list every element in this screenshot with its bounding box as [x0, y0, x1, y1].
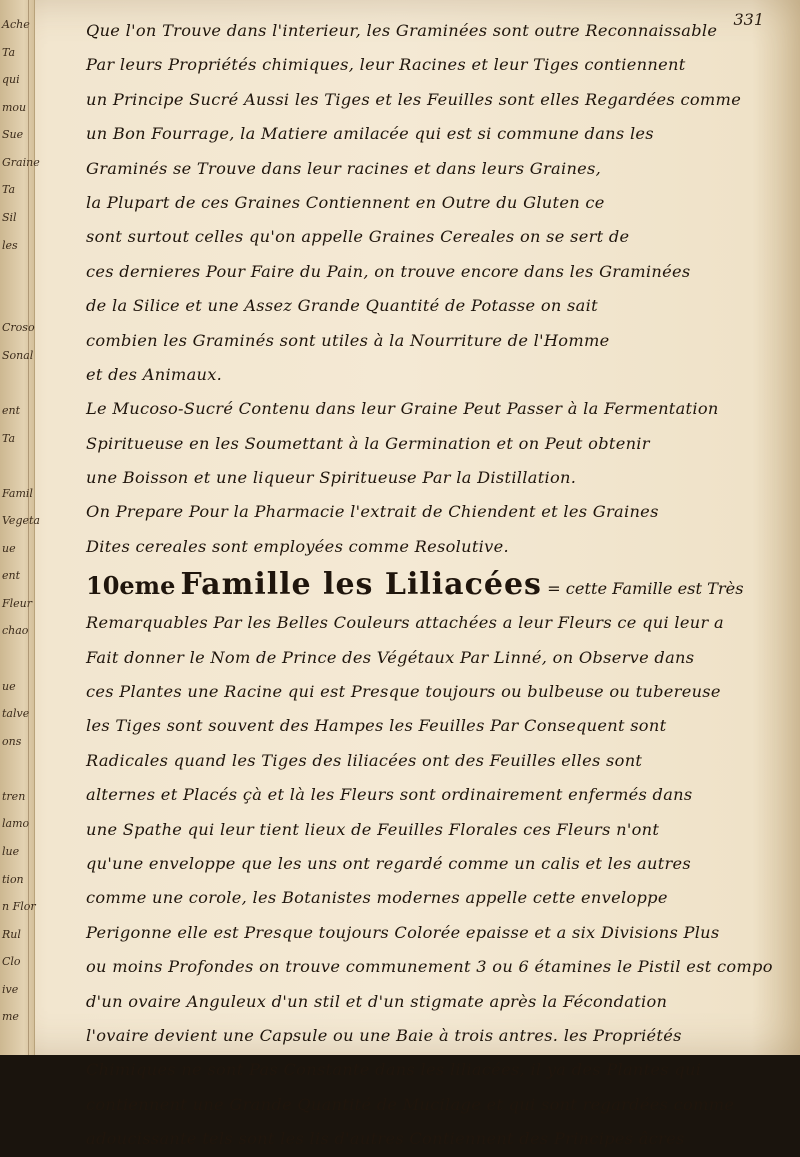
text-line: de la Silice et une Assez Grande Quantité de Potasse on sait	[86, 296, 598, 316]
margin-fragment: Sue	[2, 128, 24, 142]
margin-fragment: tren	[2, 789, 26, 803]
text-line: Dites cereales sont employées comme Resolutive.	[86, 536, 509, 556]
family-heading	[86, 564, 786, 606]
paragraph-mucoso	[86, 392, 786, 495]
margin-fragment: Famil	[2, 486, 33, 500]
text-line: Radicales quand les Tiges des liliacées ont des Feuilles elles sont	[86, 750, 643, 770]
margin-fragment: ive	[2, 982, 19, 996]
margin-fragment: tion	[2, 872, 24, 886]
text-line: les Tiges sont souvent des Hampes les Feuilles Par Consequent sont	[86, 716, 667, 736]
margin-fragment: ue	[2, 679, 16, 693]
margin-fragment: Clo	[2, 955, 21, 969]
text-line: Perigonne elle est Presque toujours Colorée epaisse et a six Divisions Plus	[86, 922, 720, 942]
margin-fragment: Croso	[2, 321, 35, 335]
text-line: une Boisson et une liqueur Spiritueuse Par la Distillation.	[86, 468, 577, 488]
margin-fragment: n Flor	[2, 900, 36, 914]
margin-fragment: chao	[2, 624, 29, 638]
text-line: d'un ovaire Anguleux d'un stil et d'un stigmate après la Fécondation	[86, 991, 668, 1011]
margin-fragment: Ache	[2, 18, 30, 31]
margin-fragment: me	[2, 1010, 19, 1024]
text-line: Spiritueuse en les Soumettant à la Germination et on Peut obtenir	[86, 433, 650, 453]
margin-rule	[28, 0, 29, 1055]
margin-fragment: Vegeta	[2, 514, 40, 528]
heading-title: Famille les Liliacées	[180, 567, 542, 603]
margin-fragment: Fleur	[2, 596, 33, 610]
text-line: ces Plantes une Racine qui est Presque toujours ou bulbeuse ou tubereuse	[86, 682, 721, 702]
text-line: Graminés se Trouve dans leur racines et dans leurs Graines,	[86, 158, 602, 178]
margin-fragment: Sonal	[2, 348, 34, 362]
text-line: l'ovaire devient une Capsule ou une Baie à trois antres. les Propriétés	[86, 1025, 682, 1045]
margin-fragment: Ta	[2, 431, 16, 445]
margin-fragment: Ta	[2, 45, 16, 59]
margin-fragment: qui	[2, 73, 20, 87]
text-line: sont surtout celles qu'on appelle Graines Cereales on se sert de	[86, 227, 630, 247]
margin-fragment: ons	[2, 734, 22, 748]
margin-fragment: ent	[2, 569, 21, 583]
text-line: la Plupart de ces Graines Contiennent en Outre du Gluten ce	[86, 192, 605, 212]
text-line: Remarquables Par les Belles Couleurs attachées a leur Fleurs ce qui leur a	[86, 613, 724, 633]
heading-number: 10eme	[86, 571, 176, 601]
text-line: Que l'on Trouve dans l'interieur, les Graminées sont outre Reconnaissable	[86, 21, 718, 40]
margin-fragment: Graine	[2, 155, 40, 169]
text-line: et des Animaux.	[86, 364, 223, 384]
text-line: un Bon Fourrage, la Matiere amilacée qui est si commune dans les	[86, 124, 654, 144]
margin-fragment: talve	[2, 707, 30, 721]
text-line: ces dernieres Pour Faire du Pain, on trouve encore dans les Graminées	[86, 261, 691, 281]
text-line: Par leurs Propriétés chimiques, leur Racines et leur Tiges contiennent	[86, 55, 686, 75]
paragraph-pharmacie	[86, 495, 786, 564]
text-line: alternes et Placés çà et là les Fleurs sont ordinairement enfermés dans	[86, 785, 693, 805]
text-line: comme une corole, les Botanistes modernes appelle cette enveloppe	[86, 888, 668, 908]
margin-fragment: ent	[2, 403, 21, 417]
margin-fragment: lamo	[2, 817, 30, 831]
text-line: ou moins Profondes on trouve communement 3 ou 6 étamines le Pistil est compo	[86, 957, 773, 977]
heading-continuation: = cette Famille est Très	[547, 579, 744, 599]
text-line: un Principe Sucré Aussi les Tiges et les Feuilles sont elles Regardées comme	[86, 89, 742, 109]
text-line: Chimiques ne sont Pas Constante dans les liliacées, il ya des Plantes qui	[86, 1060, 702, 1080]
paragraph-graminees	[86, 14, 786, 392]
text-line: Le Mucoso-Sucré Contenu dans leur Graine Peut Passer à la Fermentation	[86, 399, 719, 419]
binding-gutter	[0, 0, 40, 1055]
margin-fragment: mou	[2, 100, 27, 114]
text-line: une Spathe qui leur tient lieux de Feuilles Florales ces Fleurs n'ont	[86, 819, 660, 839]
text-line: On Prepare Pour la Pharmacie l'extrait de Chiendent et les Graines	[86, 502, 659, 522]
margin-fragment: Sil	[2, 210, 17, 224]
paragraph-liliacees	[86, 606, 786, 1156]
page-number: 331	[733, 10, 764, 29]
text-line: contiennent une Grande Quantité de Mucilage et qui sont regardées comme	[86, 1094, 735, 1114]
margin-fragment: ue	[2, 541, 16, 555]
margin-fragment: Ta	[2, 183, 16, 197]
text-line: adoucissante tels sont les lis d'autres Contiennent des Principes âcres	[86, 1129, 685, 1149]
text-line: Fait donner le Nom de Prince des Végétaux Par Linné, on Observe dans	[86, 647, 695, 667]
margin-fragment: Rul	[2, 927, 21, 941]
margin-fragment: les	[2, 238, 18, 252]
text-line: combien les Graminés sont utiles à la Nourriture de l'Homme	[86, 330, 610, 350]
margin-fragment: lue	[2, 845, 20, 859]
handwritten-text-block	[86, 14, 786, 1157]
text-line: qu'une enveloppe que les uns ont regardé comme un calis et les autres	[86, 853, 692, 873]
